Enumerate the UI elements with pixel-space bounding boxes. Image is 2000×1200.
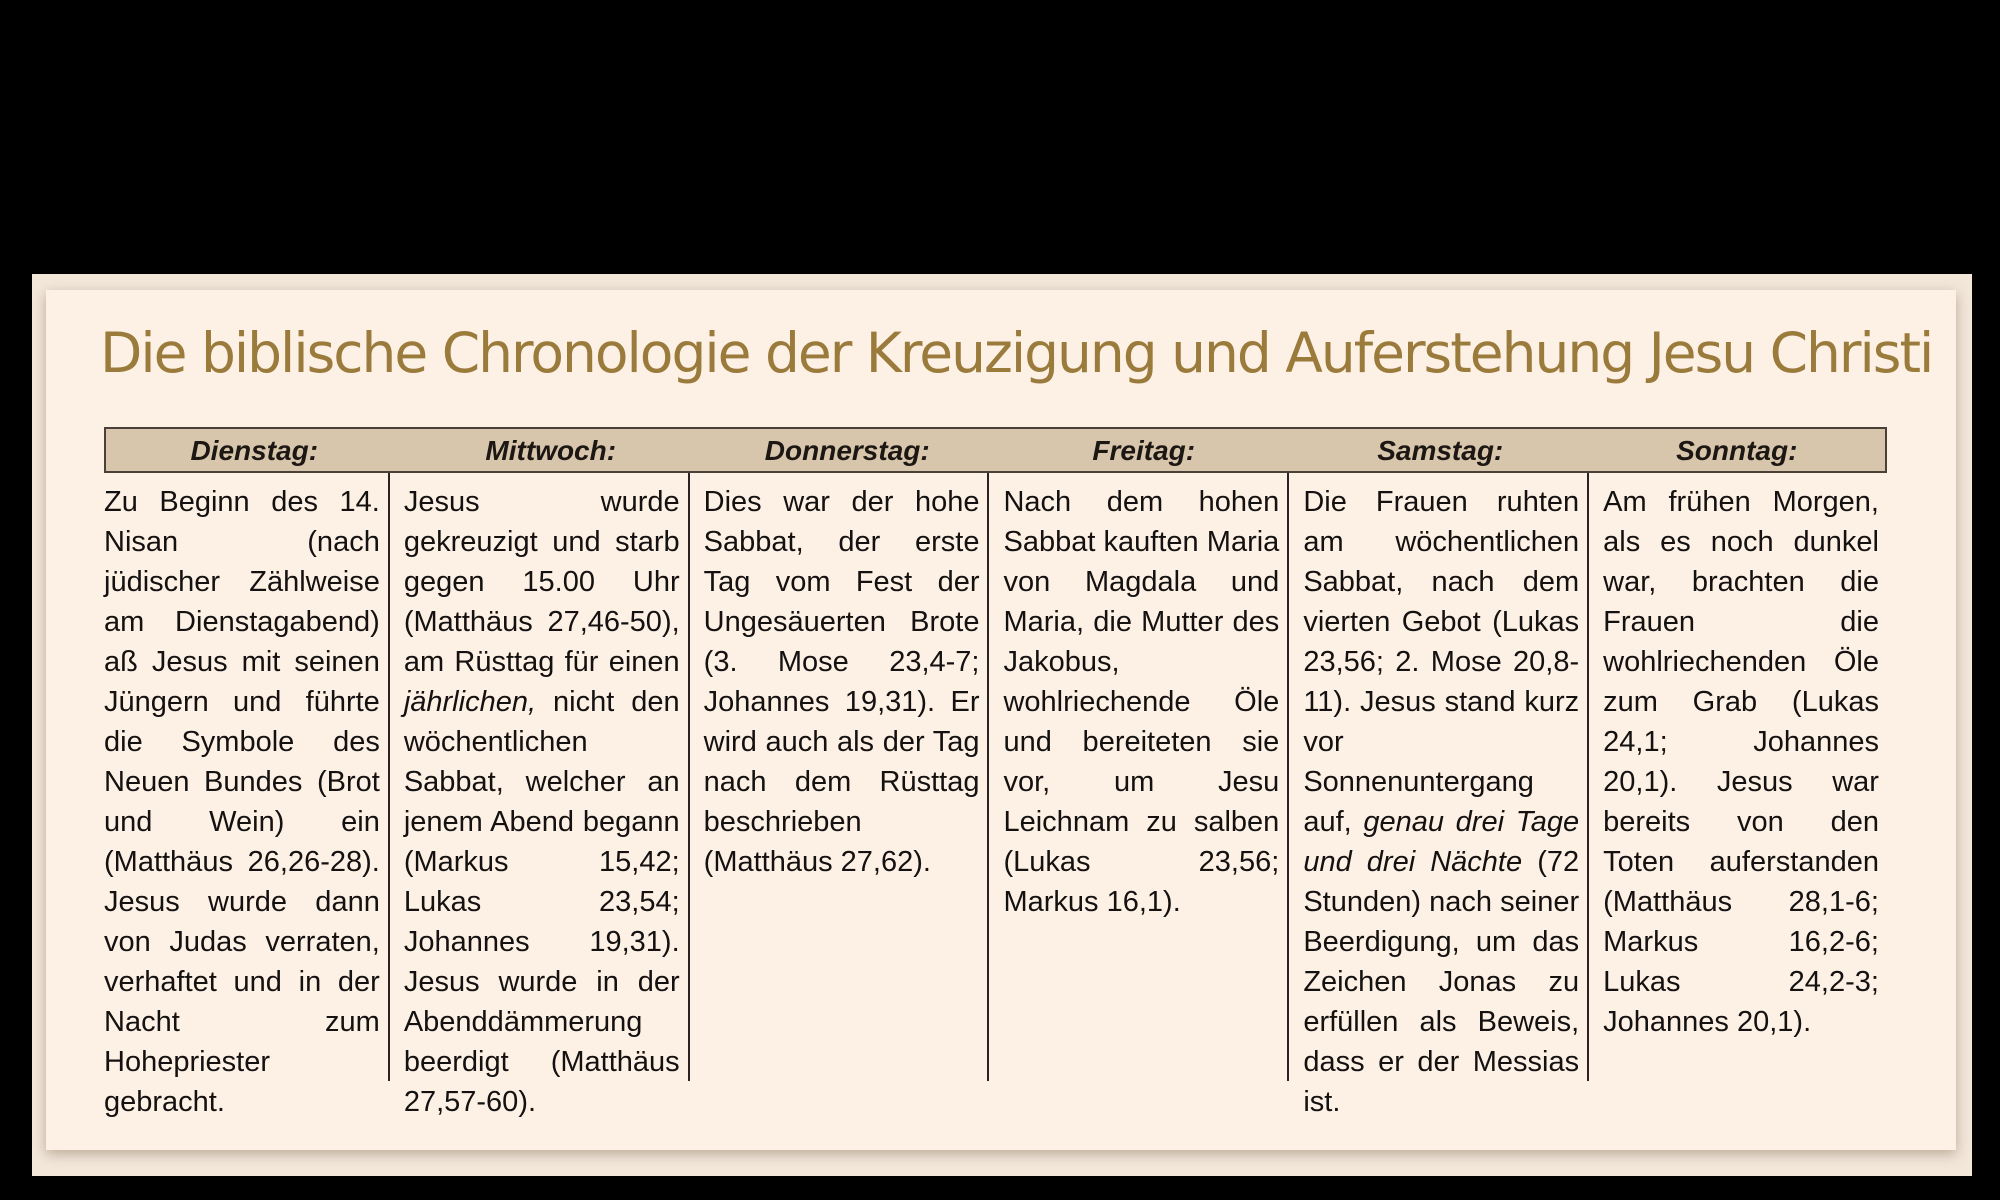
emphasis-three-days: genau drei Tage und drei Nächte bbox=[1303, 806, 1580, 878]
column-friday bbox=[987, 473, 1287, 1081]
wednesday-text: Jesus wurde gekreuzigt und starb gegen 15.00 Uhr (Matthäus 27,46-50), am Rüsttag für einen jährlichen, nicht den wöchentlichen Sabbat, welcher an jenem Abend begann (Markus 15,42; Lukas 23,54; Johannes 19,31). Jesus wurde in der Abenddämmerung beerdigt (Matthäus 27,57-60). bbox=[403, 486, 680, 1118]
emphasis-annual: jährlichen, bbox=[403, 686, 537, 718]
page-title: Die biblische Chronologie der Kreuzigung und Auferstehung Jesu Christi bbox=[100, 321, 1933, 385]
column-tuesday bbox=[104, 473, 388, 1118]
header-wednesday: Mittwoch: bbox=[485, 435, 617, 466]
header-tuesday: Dienstag: bbox=[190, 435, 319, 466]
sunday-text: Am frühen Morgen, als es noch dunkel war, brachten die Frauen die wohlriechenden Öle zum Grab (Lukas 24,1; Johannes 20,1). Jesus war bereits von den Toten auferstanden (Matthäus 28,1-6; Markus 16,2-6; Lukas 24,2-3; Johannes 20,1). bbox=[1603, 486, 1879, 1038]
column-sunday bbox=[1587, 473, 1887, 1081]
column-saturday bbox=[1287, 473, 1587, 1118]
thursday-text: Dies war der hohe Sabbat, der erste Tag vom Fest der Ungesäuerten Brote (3. Mose 23,4-7; Johannes 19,31). Er wird auch als der Tag nach dem Rüsttag beschrieben (Matthäus 27,62). bbox=[703, 486, 980, 878]
chronology-table bbox=[104, 427, 1887, 1118]
header-sunday: Sonntag: bbox=[1676, 435, 1798, 466]
column-wednesday bbox=[388, 473, 688, 1118]
friday-text: Nach dem hohen Sabbat kauften Maria von Magdala und Maria, die Mutter des Jakobus, wohlriechende Öle und bereiteten sie vor, um Jesu Leichnam zu salben (Lukas 23,56; Markus 16,1). bbox=[1003, 486, 1280, 918]
table-body-row bbox=[104, 473, 1887, 1118]
header-friday: Freitag: bbox=[1092, 435, 1196, 466]
header-saturday: Samstag: bbox=[1377, 435, 1504, 466]
column-thursday bbox=[688, 473, 988, 1081]
tuesday-text: Zu Beginn des 14. Nisan (nach jüdischer Zählweise am Dienstagabend) aß Jesus mit seinen Jüngern und führte die Symbole des Neuen Bundes (Brot und Wein) ein (Matthäus 26,26-28). Jesus wurde dann von Judas verraten, verhaftet und in der Nacht zum Hohepriester gebracht. bbox=[104, 486, 380, 1118]
header-thursday: Donnerstag: bbox=[764, 435, 930, 466]
table-header-row bbox=[104, 427, 1887, 473]
saturday-text: Die Frauen ruhten am wöchentlichen Sabbat, nach dem vierten Gebot (Lukas 23,56; 2. Mose 20,8-11). Jesus stand kurz vor Sonnenuntergang auf, genau drei Tage und drei Nächte (72 Stunden) nach seiner Beerdigung, um das Zeichen Jonas zu erfüllen als Beweis, dass er der Messias ist. bbox=[1303, 486, 1580, 1118]
